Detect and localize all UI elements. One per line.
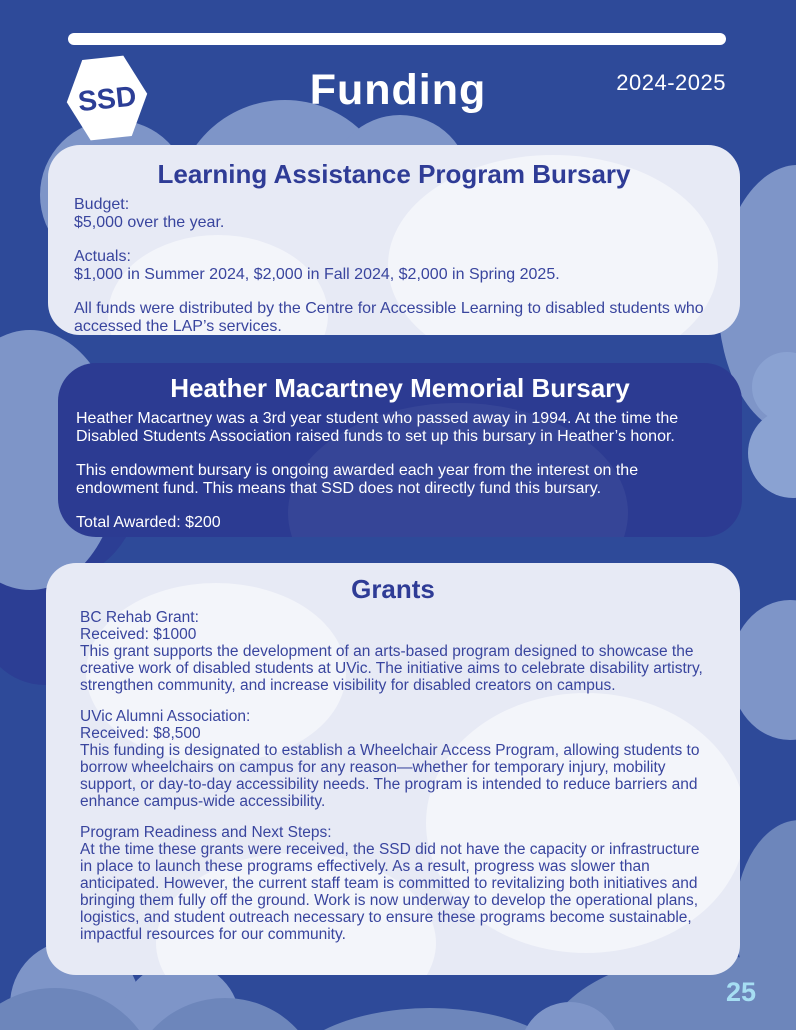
paragraph — [74, 300, 714, 336]
card-title: Grants — [351, 574, 435, 604]
paragraph — [76, 514, 718, 532]
paragraph — [74, 248, 714, 284]
card-body — [48, 190, 740, 336]
page-title: Funding — [309, 66, 487, 114]
card-title: Heather Macartney Memorial Bursary — [170, 373, 630, 403]
text-line: At the time these grants were received, the SSD did not have the capacity or infrastructure in place to launch these programs effectively. As a result, progress was slower than anticipated. However, the current staff team is committed to revitalizing both initiatives and bringing them fully off the ground. Work is now underway to develop the operational plans, logistics, and student outreach necessary to ensure these programs become sustainable, impactful resources for our community. — [80, 841, 700, 943]
text-line: This grant supports the development of an arts-based program designed to showcase the creative work of disabled students at UVic. The initiative aims to celebrate disability artistry, strengthen community, and increase visibility for disabled creators on campus. — [80, 643, 703, 694]
text-line: UVic Alumni Association: — [80, 708, 251, 725]
card-body — [58, 404, 742, 532]
text-line: All funds were distributed by the Centre for Accessible Learning to disabled students who accessed the LAP’s services. — [74, 300, 704, 335]
top-accent-bar — [68, 33, 726, 45]
paragraph — [76, 410, 718, 446]
logo-text: SSD — [76, 80, 138, 119]
card-title: Learning Assistance Program Bursary — [157, 159, 631, 189]
text-line: Actuals: — [74, 248, 131, 265]
text-line: Received: $8,500 — [80, 725, 201, 742]
card-grants — [46, 563, 740, 975]
text-line: Program Readiness and Next Steps: — [80, 824, 332, 841]
text-line: $5,000 over the year. — [74, 214, 225, 231]
text-line: Heather Macartney was a 3rd year student who passed away in 1994. At the time the Disabled Students Association raised funds to set up this bursary in Heather’s honor. — [76, 410, 679, 445]
text-line: Received: $1000 — [80, 626, 197, 643]
card-heather-macartney-bursary — [58, 363, 742, 537]
text-line: Budget: — [74, 196, 130, 213]
page-number: 25 — [725, 977, 756, 1007]
paragraph — [74, 196, 714, 232]
paragraph — [80, 708, 710, 810]
year-label: 2024-2025 — [616, 70, 726, 95]
text-line: This funding is designated to establish a Wheelchair Access Program, allowing students to borrow wheelchairs on campus for any reason—whether for temporary injury, mobility support, or day-to-day accessibility needs. The program is intended to reduce barriers and enhance campus-wide accessibility. — [80, 742, 700, 810]
text-line: BC Rehab Grant: — [80, 609, 199, 626]
text-line: $1,000 in Summer 2024, $2,000 in Fall 2024, $2,000 in Spring 2025. — [74, 266, 560, 283]
card-body — [46, 605, 740, 943]
text-line: Total Awarded: $200 — [76, 514, 221, 531]
paragraph — [80, 609, 710, 694]
card-learning-assistance-bursary — [48, 145, 740, 335]
text-line: This endowment bursary is ongoing awarded each year from the interest on the endowment fund. This means that SSD does not directly fund this bursary. — [76, 462, 639, 497]
cloud-shape — [748, 408, 796, 498]
paragraph — [76, 462, 718, 498]
paragraph — [80, 824, 710, 943]
